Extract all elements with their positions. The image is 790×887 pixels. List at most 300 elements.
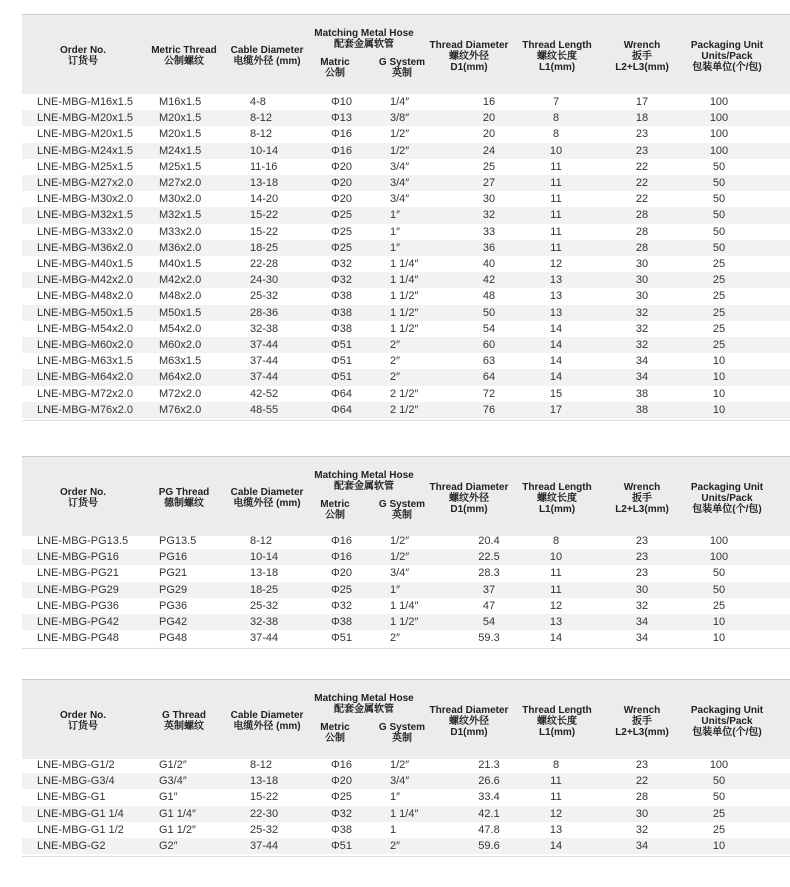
cell-packaging-unit: 10 [712, 355, 726, 368]
cell-thread: M36x2.0 [159, 241, 202, 254]
cell-thread: M60x2.0 [159, 339, 202, 351]
cell-hose-g-system: 2″ [390, 339, 401, 351]
cell-thread-length: 14 [549, 632, 563, 645]
cell-order-no: LNE-MBG-M20x1.5 [37, 112, 133, 125]
cell-cable-diameter: 32-38 [250, 322, 279, 335]
cell-packaging-unit: 100 [709, 535, 729, 547]
cell-packaging-unit: 25 [712, 306, 726, 319]
table-row [22, 565, 790, 581]
table-row [22, 773, 790, 789]
table-bottom-divider [22, 420, 790, 421]
cell-order-no: LNE-MBG-M76x2.0 [37, 403, 133, 416]
table-row [22, 822, 790, 838]
cell-hose-metric: Φ51 [331, 339, 353, 351]
cell-packaging-unit: 100 [709, 128, 729, 141]
cell-hose-metric: Φ16 [331, 128, 353, 141]
table-row [22, 256, 790, 272]
cell-order-no: LNE-MBG-M27x2.0 [37, 177, 133, 189]
cell-thread-diameter: 33.4 [478, 791, 500, 804]
cell-hose-metric: Φ10 [331, 96, 353, 108]
cell-wrench: 28 [635, 225, 649, 238]
cell-packaging-unit: 25 [712, 258, 726, 270]
cell-thread: M24x1.5 [159, 144, 202, 157]
cell-packaging-unit: 10 [712, 616, 726, 628]
cell-hose-g-system: 1 1/4″ [390, 807, 419, 820]
cell-thread-diameter: 54 [482, 322, 496, 335]
cell-hose-g-system: 3/4″ [390, 567, 410, 580]
table-row [22, 110, 790, 126]
cell-cable-diameter: 15-22 [250, 209, 279, 222]
table-row [22, 159, 790, 175]
cell-wrench: 22 [635, 775, 649, 788]
cell-packaging-unit: 25 [712, 290, 726, 303]
cell-hose-g-system: 2″ [390, 840, 401, 852]
header-thread-length: Thread Length 螺纹长度 L1(mm) [522, 482, 592, 515]
cell-hose-metric: Φ20 [331, 775, 353, 788]
table-row [22, 224, 790, 240]
cell-thread-diameter: 28.3 [478, 567, 500, 580]
table-row [22, 240, 790, 256]
cell-hose-metric: Φ32 [331, 258, 353, 270]
cell-thread-diameter: 22.5 [478, 551, 500, 564]
cell-cable-diameter: 13-18 [250, 177, 279, 189]
cell-wrench: 28 [635, 241, 649, 254]
cell-thread: M76x2.0 [159, 403, 202, 416]
cell-wrench: 22 [635, 160, 649, 173]
table-bottom-divider [22, 648, 790, 649]
header-cable-diameter: Cable Diameter 电缆外径 (mm) [230, 45, 304, 67]
cell-thread-length: 14 [549, 355, 563, 368]
cell-thread-length: 11 [550, 567, 562, 580]
header-thread-type: G Thread 英制螺纹 [162, 710, 206, 732]
cell-thread-length: 11 [550, 583, 562, 596]
header-cable-diameter: Cable Diameter 电缆外径 (mm) [230, 710, 304, 732]
cell-hose-metric: Φ20 [331, 567, 353, 580]
cell-packaging-unit: 50 [712, 583, 726, 596]
cell-thread: M50x1.5 [159, 306, 202, 319]
cell-cable-diameter: 13-18 [250, 567, 279, 580]
cell-wrench: 23 [635, 567, 649, 580]
cell-thread-length: 15 [549, 387, 563, 400]
cell-thread-length: 13 [549, 616, 563, 628]
cell-hose-metric: Φ64 [331, 403, 353, 416]
cell-packaging-unit: 10 [712, 403, 726, 416]
header-hose-g-system: G System 英制 [378, 499, 426, 521]
table-row [22, 288, 790, 304]
cell-packaging-unit: 50 [712, 241, 726, 254]
cell-cable-diameter: 37-44 [250, 371, 279, 384]
cell-hose-g-system: 1 1/4″ [390, 274, 419, 287]
header-wrench: Wrench 扳手 L2+L3(mm) [615, 40, 669, 73]
cell-thread: G2″ [159, 840, 178, 852]
header-hose-metric: Metric 公制 [320, 499, 350, 521]
cell-hose-g-system: 1 1/2″ [390, 290, 419, 303]
header-order-no: Order No. 订货号 [59, 45, 107, 67]
header-hose-metric: Metric 公制 [320, 722, 350, 744]
cell-hose-metric: Φ38 [331, 823, 353, 836]
cell-thread: M32x1.5 [159, 209, 202, 222]
table-header [22, 456, 790, 536]
cell-hose-metric: Φ20 [331, 193, 353, 206]
cell-cable-diameter: 10-14 [250, 551, 279, 564]
cell-thread: PG48 [159, 632, 188, 645]
cell-thread-diameter: 47.8 [478, 823, 500, 836]
cell-hose-metric: Φ51 [331, 632, 353, 645]
cell-thread-diameter: 54 [482, 616, 496, 628]
cell-hose-g-system: 1″ [390, 241, 401, 254]
cell-cable-diameter: 37-44 [250, 339, 279, 351]
cell-wrench: 30 [635, 583, 649, 596]
header-thread-length: Thread Length 螺纹长度 L1(mm) [522, 40, 592, 73]
cell-wrench: 23 [635, 128, 649, 141]
cell-cable-diameter: 25-32 [250, 599, 279, 612]
cell-packaging-unit: 50 [712, 791, 726, 804]
cell-thread: G3/4″ [159, 775, 187, 788]
cell-hose-metric: Φ32 [331, 599, 353, 612]
cell-cable-diameter: 42-52 [250, 387, 279, 400]
table-row [22, 175, 790, 191]
table-row [22, 549, 790, 565]
cell-thread-diameter: 63 [482, 355, 496, 368]
cell-thread-diameter: 25 [482, 160, 496, 173]
cell-thread-diameter: 76 [482, 403, 496, 416]
cell-wrench: 30 [635, 274, 649, 287]
cell-thread-length: 11 [550, 160, 562, 173]
cell-packaging-unit: 50 [712, 225, 726, 238]
cell-order-no: LNE-MBG-G1 1/4 [37, 807, 124, 820]
cell-order-no: LNE-MBG-G3/4 [37, 775, 115, 788]
cell-hose-metric: Φ32 [331, 807, 353, 820]
cell-hose-metric: Φ20 [331, 177, 353, 189]
cell-hose-g-system: 1 [390, 823, 397, 836]
cell-order-no: LNE-MBG-M64x2.0 [37, 371, 133, 384]
cell-thread-length: 12 [549, 258, 563, 270]
cell-hose-g-system: 1″ [390, 209, 401, 222]
cell-order-no: LNE-MBG-M63x1.5 [37, 355, 133, 368]
cell-cable-diameter: 8-12 [250, 128, 273, 141]
cell-thread: G1″ [159, 791, 178, 804]
cell-thread-length: 13 [549, 823, 563, 836]
cell-thread-length: 11 [550, 775, 562, 788]
cell-thread: M27x2.0 [159, 177, 202, 189]
cell-hose-g-system: 2″ [390, 632, 401, 645]
cell-hose-metric: Φ20 [331, 160, 353, 173]
table-row [22, 94, 790, 110]
cell-wrench: 32 [635, 306, 649, 319]
table-row [22, 191, 790, 207]
cell-thread-diameter: 20 [482, 112, 496, 125]
cell-wrench: 34 [635, 355, 649, 368]
cell-thread-length: 10 [549, 551, 563, 564]
table-row [22, 838, 790, 854]
cell-packaging-unit: 100 [709, 759, 729, 771]
table-row [22, 321, 790, 337]
header-packaging-unit: Packaging Unit Units/Pack 包装单位(个/包) [690, 705, 764, 738]
cell-cable-diameter: 22-28 [250, 258, 279, 270]
cell-hose-g-system: 1/2″ [390, 128, 410, 141]
cell-order-no: LNE-MBG-M40x1.5 [37, 258, 133, 270]
cell-packaging-unit: 25 [712, 823, 726, 836]
cell-hose-metric: Φ16 [331, 144, 353, 157]
cell-order-no: LNE-MBG-M54x2.0 [37, 322, 133, 335]
cell-wrench: 22 [635, 193, 649, 206]
cell-hose-metric: Φ16 [331, 759, 353, 771]
cell-thread-length: 7 [552, 96, 560, 108]
cell-thread-length: 8 [552, 535, 560, 547]
cell-cable-diameter: 8-12 [250, 759, 273, 771]
table-row [22, 353, 790, 369]
table-row [22, 207, 790, 223]
cell-packaging-unit: 100 [709, 112, 729, 125]
cell-thread: G1 1/2″ [159, 823, 196, 836]
cell-packaging-unit: 50 [712, 193, 726, 206]
cell-hose-g-system: 2 1/2″ [390, 403, 419, 416]
cell-hose-metric: Φ51 [331, 840, 353, 852]
cell-hose-metric: Φ25 [331, 209, 353, 222]
table-header [22, 679, 790, 759]
cell-thread: PG29 [159, 583, 188, 596]
cell-thread-length: 14 [549, 339, 563, 351]
cell-hose-metric: Φ51 [331, 355, 353, 368]
header-hose-g-system: G System 英制 [378, 722, 426, 744]
cell-order-no: LNE-MBG-M24x1.5 [37, 144, 133, 157]
cell-order-no: LNE-MBG-G2 [37, 840, 106, 852]
cell-thread: M40x1.5 [159, 258, 202, 270]
cell-order-no: LNE-MBG-G1/2 [37, 759, 115, 771]
cell-thread-length: 11 [550, 193, 562, 206]
cell-thread-diameter: 27 [482, 177, 496, 189]
cell-wrench: 32 [635, 339, 649, 351]
cell-hose-metric: Φ64 [331, 387, 353, 400]
header-thread-type: PG Thread 德制螺纹 [158, 487, 210, 509]
table-row [22, 806, 790, 822]
cell-thread-length: 12 [549, 599, 563, 612]
cell-thread: M25x1.5 [159, 160, 202, 173]
table-row [22, 789, 790, 805]
cell-cable-diameter: 25-32 [250, 823, 279, 836]
cell-hose-metric: Φ13 [331, 112, 353, 125]
cell-packaging-unit: 10 [712, 371, 726, 384]
cell-thread-diameter: 24 [482, 144, 496, 157]
cell-wrench: 32 [635, 823, 649, 836]
cell-order-no: LNE-MBG-PG21 [37, 567, 119, 580]
cell-packaging-unit: 50 [712, 177, 726, 189]
header-packaging-unit: Packaging Unit Units/Pack 包装单位(个/包) [690, 482, 764, 515]
cell-wrench: 32 [635, 599, 649, 612]
cell-thread-length: 8 [552, 128, 560, 141]
header-matching-metal-hose: Matching Metal Hose 配套金属软管 [314, 470, 414, 492]
cell-order-no: LNE-MBG-M72x2.0 [37, 387, 133, 400]
cell-order-no: LNE-MBG-PG48 [37, 632, 119, 645]
cell-thread-diameter: 20 [482, 128, 496, 141]
cell-thread-diameter: 50 [482, 306, 496, 319]
cell-order-no: LNE-MBG-PG29 [37, 583, 119, 596]
cell-packaging-unit: 100 [709, 551, 729, 564]
cell-thread-length: 8 [552, 112, 560, 125]
cell-cable-diameter: 25-32 [250, 290, 279, 303]
cell-cable-diameter: 48-55 [250, 403, 279, 416]
cell-wrench: 23 [635, 535, 649, 547]
cell-packaging-unit: 25 [712, 599, 726, 612]
cell-thread-diameter: 32 [482, 209, 496, 222]
cell-order-no: LNE-MBG-M48x2.0 [37, 290, 133, 303]
cell-hose-g-system: 3/4″ [390, 193, 410, 206]
cell-hose-g-system: 1″ [390, 583, 401, 596]
cell-thread-diameter: 42.1 [478, 807, 500, 820]
cell-hose-g-system: 1/4″ [390, 96, 410, 108]
cell-order-no: LNE-MBG-M50x1.5 [37, 306, 133, 319]
cell-hose-metric: Φ38 [331, 322, 353, 335]
cell-cable-diameter: 15-22 [250, 791, 279, 804]
cell-thread-length: 11 [550, 225, 562, 238]
cell-thread-diameter: 40 [482, 258, 496, 270]
cell-cable-diameter: 37-44 [250, 355, 279, 368]
table-bottom-divider [22, 856, 790, 857]
cell-cable-diameter: 10-14 [250, 144, 279, 157]
cell-cable-diameter: 18-25 [250, 583, 279, 596]
cell-thread: M30x2.0 [159, 193, 202, 206]
table-row [22, 598, 790, 614]
cell-hose-g-system: 1/2″ [390, 535, 410, 547]
cell-hose-g-system: 1 1/2″ [390, 306, 419, 319]
cell-hose-metric: Φ38 [331, 306, 353, 319]
cell-wrench: 22 [635, 177, 649, 189]
cell-hose-g-system: 1″ [390, 225, 401, 238]
cell-hose-g-system: 1 1/2″ [390, 616, 419, 628]
cell-cable-diameter: 8-12 [250, 112, 273, 125]
cell-hose-g-system: 1 1/2″ [390, 322, 419, 335]
cell-hose-metric: Φ16 [331, 551, 353, 564]
cell-cable-diameter: 32-38 [250, 616, 279, 628]
cell-order-no: LNE-MBG-M33x2.0 [37, 225, 133, 238]
header-hose-g-system: G System 英制 [378, 57, 426, 79]
cell-thread: M16x1.5 [159, 96, 202, 108]
header-cable-diameter: Cable Diameter 电缆外径 (mm) [230, 487, 304, 509]
cell-wrench: 30 [635, 807, 649, 820]
cell-cable-diameter: 37-44 [250, 632, 279, 645]
cell-cable-diameter: 15-22 [250, 225, 279, 238]
cell-wrench: 18 [635, 112, 649, 125]
cell-hose-g-system: 1/2″ [390, 759, 410, 771]
cell-cable-diameter: 28-36 [250, 306, 279, 319]
header-thread-type: Metric Thread 公制螺纹 [151, 45, 217, 67]
cell-packaging-unit: 50 [712, 567, 726, 580]
cell-hose-g-system: 1 1/4″ [390, 599, 419, 612]
cell-wrench: 38 [635, 403, 649, 416]
cell-cable-diameter: 22-30 [250, 807, 279, 820]
cell-order-no: LNE-MBG-M16x1.5 [37, 96, 133, 108]
table-row [22, 630, 790, 646]
cell-thread-diameter: 36 [482, 241, 496, 254]
cell-order-no: LNE-MBG-PG13.5 [37, 535, 129, 547]
cell-hose-g-system: 1″ [390, 791, 401, 804]
cell-wrench: 38 [635, 387, 649, 400]
cell-packaging-unit: 50 [712, 160, 726, 173]
cell-hose-metric: Φ25 [331, 791, 353, 804]
cell-wrench: 34 [635, 632, 649, 645]
table-row [22, 582, 790, 598]
cell-thread: M20x1.5 [159, 128, 202, 141]
cell-packaging-unit: 50 [712, 209, 726, 222]
cell-thread: G1 1/4″ [159, 807, 196, 820]
cell-thread-length: 12 [549, 807, 563, 820]
cell-packaging-unit: 100 [709, 144, 729, 157]
cell-order-no: LNE-MBG-M20x1.5 [37, 128, 133, 141]
cell-thread: PG21 [159, 567, 188, 580]
header-packaging-unit: Packaging Unit Units/Pack 包装单位(个/包) [690, 40, 764, 73]
cell-order-no: LNE-MBG-G1 [37, 791, 106, 804]
cell-thread-length: 14 [549, 840, 563, 852]
cell-cable-diameter: 8-12 [250, 535, 273, 547]
cell-hose-metric: Φ38 [331, 290, 353, 303]
cell-thread: M33x2.0 [159, 225, 202, 238]
cell-hose-g-system: 1/2″ [390, 144, 410, 157]
cell-thread-diameter: 48 [482, 290, 496, 303]
header-thread-diameter: Thread Diameter 螺纹外径 D1(mm) [429, 705, 509, 738]
cell-cable-diameter: 37-44 [250, 840, 279, 852]
cell-order-no: LNE-MBG-PG16 [37, 551, 119, 564]
cell-thread-diameter: 37 [482, 583, 496, 596]
cell-order-no: LNE-MBG-PG36 [37, 599, 119, 612]
cell-thread-length: 10 [549, 144, 563, 157]
cell-cable-diameter: 4-8 [250, 96, 266, 108]
table-row [22, 126, 790, 142]
cell-thread-diameter: 72 [482, 387, 496, 400]
cell-thread-length: 14 [549, 371, 563, 384]
cell-wrench: 34 [635, 840, 649, 852]
cell-wrench: 28 [635, 791, 649, 804]
cell-order-no: LNE-MBG-M42x2.0 [37, 274, 133, 287]
cell-hose-g-system: 1 1/4″ [390, 258, 419, 270]
table-row [22, 757, 790, 773]
cell-thread: M48x2.0 [159, 290, 202, 303]
cell-hose-g-system: 3/4″ [390, 177, 410, 189]
cell-hose-metric: Φ25 [331, 583, 353, 596]
cell-thread-diameter: 42 [482, 274, 496, 287]
header-order-no: Order No. 订货号 [59, 710, 107, 732]
cell-hose-g-system: 3/4″ [390, 775, 410, 788]
cell-thread-diameter: 33 [482, 225, 496, 238]
cell-wrench: 28 [635, 209, 649, 222]
cell-cable-diameter: 13-18 [250, 775, 279, 788]
cell-thread-diameter: 64 [482, 371, 496, 384]
cell-thread-length: 13 [549, 290, 563, 303]
cell-order-no: LNE-MBG-M60x2.0 [37, 339, 133, 351]
header-wrench: Wrench 扳手 L2+L3(mm) [615, 482, 669, 515]
cell-packaging-unit: 25 [712, 807, 726, 820]
cell-packaging-unit: 25 [712, 322, 726, 335]
cell-hose-g-system: 3/8″ [390, 112, 410, 125]
cell-hose-metric: Φ25 [331, 241, 353, 254]
cell-thread-length: 8 [552, 759, 560, 771]
cell-hose-g-system: 2″ [390, 355, 401, 368]
header-thread-diameter: Thread Diameter 螺纹外径 D1(mm) [429, 482, 509, 515]
cell-cable-diameter: 14-20 [250, 193, 279, 206]
cell-hose-metric: Φ38 [331, 616, 353, 628]
table-row [22, 143, 790, 159]
table-row [22, 369, 790, 385]
cell-thread: PG16 [159, 551, 188, 564]
table-row [22, 533, 790, 549]
header-hose-metric: Matric 公制 [320, 57, 350, 79]
header-thread-diameter: Thread Diameter 螺纹外径 D1(mm) [429, 40, 509, 73]
cell-hose-metric: Φ51 [331, 371, 353, 384]
cell-thread-length: 17 [549, 403, 563, 416]
cell-cable-diameter: 24-30 [250, 274, 279, 287]
cell-wrench: 23 [635, 551, 649, 564]
cell-wrench: 17 [635, 96, 649, 108]
cell-thread-length: 11 [550, 791, 562, 804]
